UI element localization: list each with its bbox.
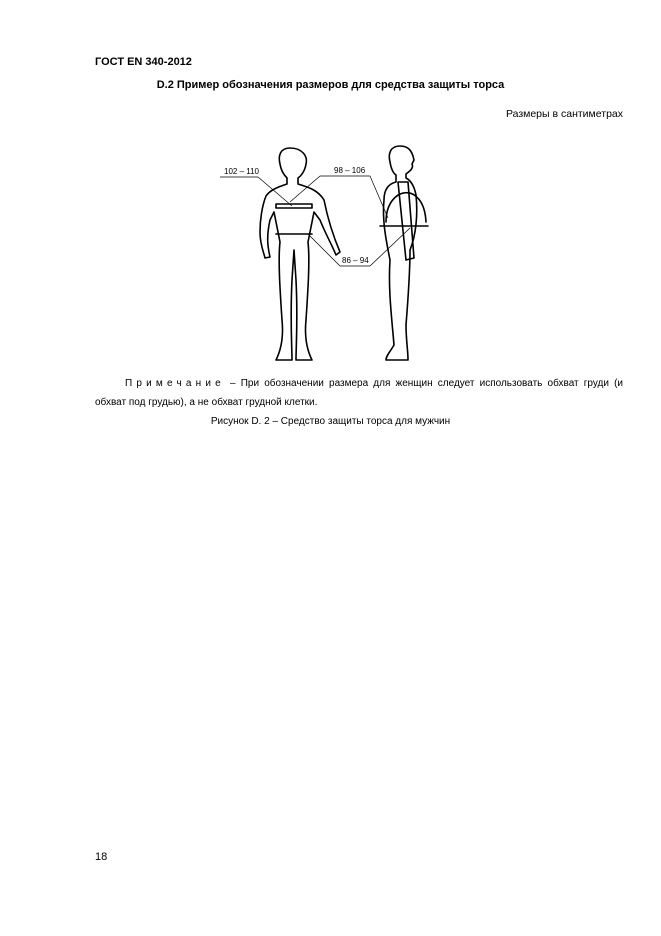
- back-leader-2: [370, 176, 388, 218]
- document-id: ГОСТ EN 340-2012: [95, 56, 192, 68]
- front-chest-band: [276, 204, 312, 208]
- side-back-arc: [386, 193, 426, 222]
- note-text: – При обозначении размера для женщин следует использовать обхват груди (и обхват под грудью), а не обхват грудной клетки.: [95, 378, 623, 408]
- label-back: 98 – 106: [334, 166, 366, 175]
- torso-size-figure: [210, 140, 450, 370]
- page-number: 18: [95, 851, 108, 863]
- section-title: D.2 Пример обозначения размеров для средства защиты торса: [156, 79, 505, 91]
- note-label: Примечание: [125, 378, 225, 389]
- figure-caption: Рисунок D. 2 – Средство защиты торса для мужчин: [210, 416, 451, 427]
- note-paragraph: [95, 374, 623, 412]
- side-figure-outline: [383, 146, 416, 360]
- units-note: Размеры в сантиметрах: [505, 108, 623, 120]
- label-chest: 102 – 110: [224, 167, 259, 176]
- label-waist: 86 – 94: [342, 256, 369, 265]
- back-leader: [290, 176, 320, 202]
